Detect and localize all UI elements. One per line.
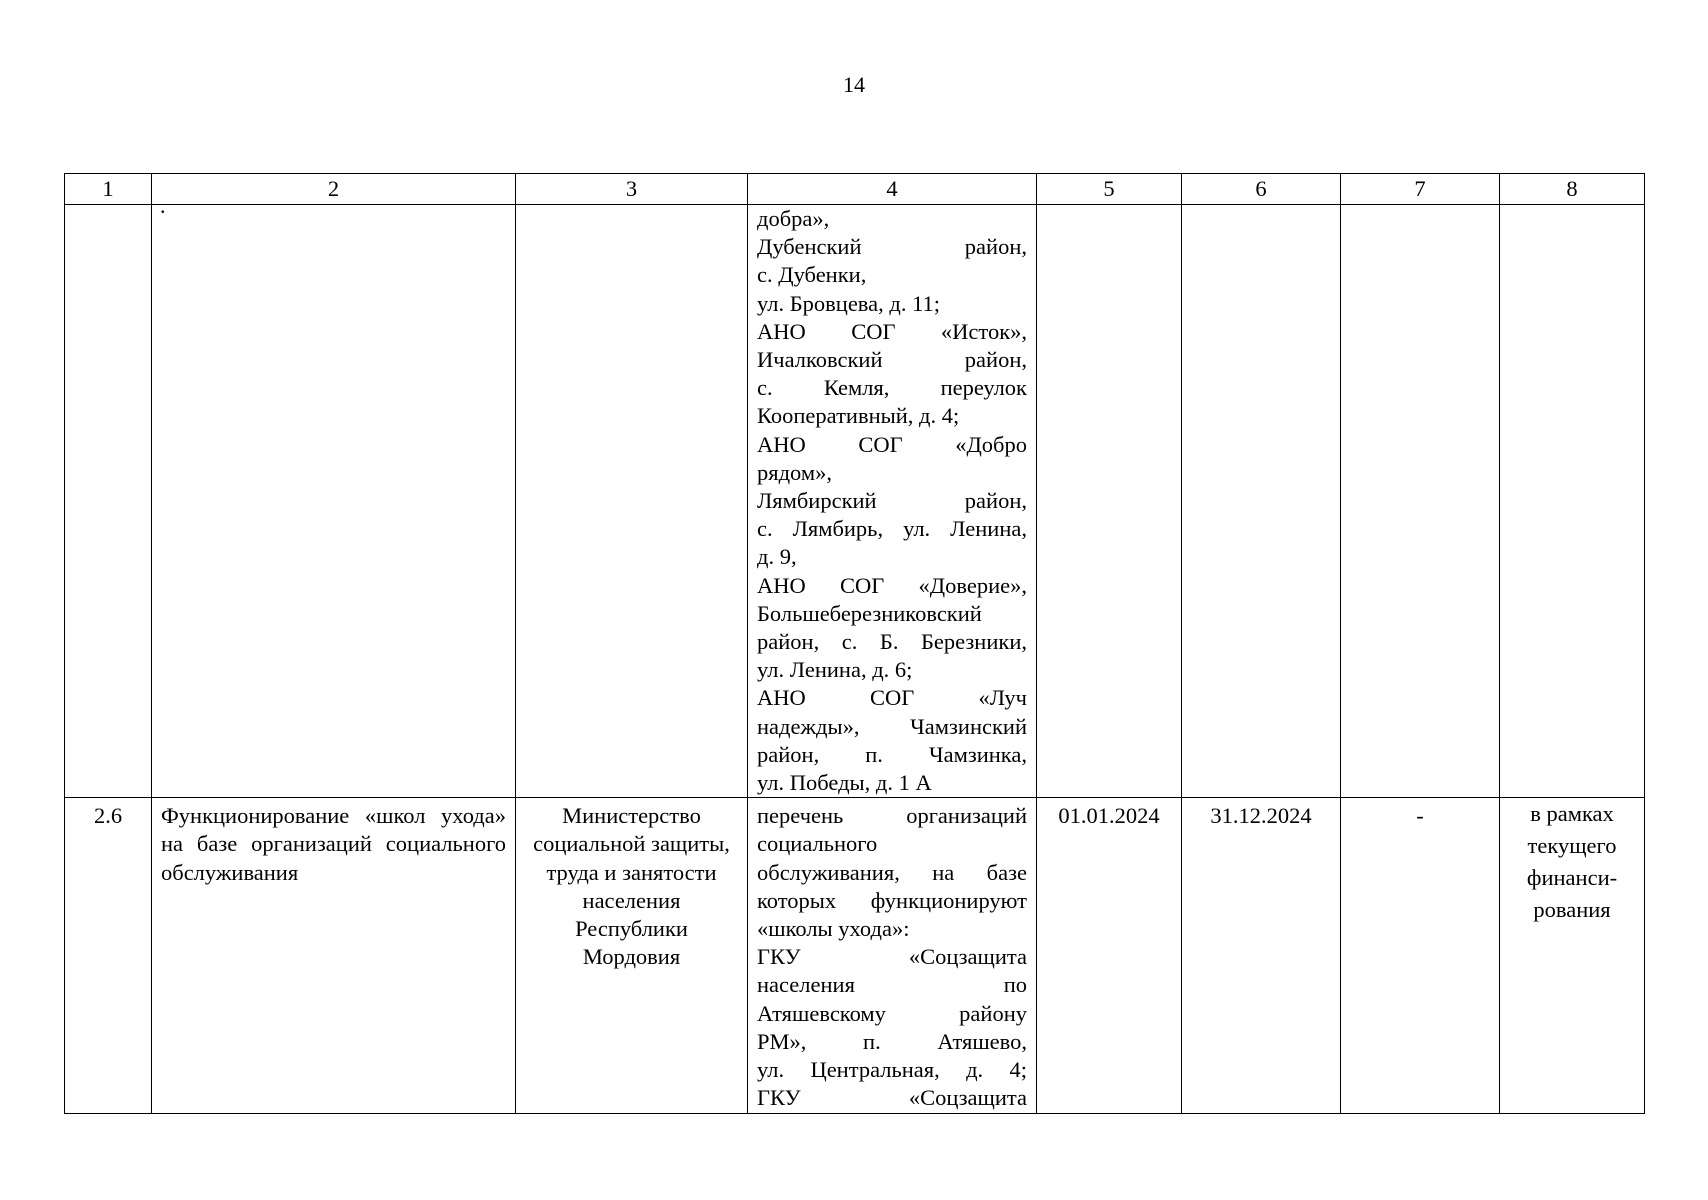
- row-end-date-cell: [1182, 798, 1341, 1113]
- row-name-cell: [152, 798, 516, 1113]
- row-col7-cell: [1341, 798, 1500, 1113]
- financing-source: в рамках текущего финанси-рования: [1526, 801, 1618, 923]
- row-number: 2.6: [93, 803, 123, 829]
- text-line: ул. Победы, д. 1 А: [757, 770, 932, 796]
- header-col-1: 1: [65, 174, 152, 205]
- header-col-7: 7: [1341, 174, 1500, 205]
- text-line: обслуживания, на базе: [757, 859, 1027, 885]
- header-col-6: 6: [1182, 174, 1341, 205]
- text-line: АНО СОГ «Добро: [757, 431, 1027, 457]
- measure-name: Функционирование «школ ухода» на базе организаций социального обслуживания: [161, 803, 506, 885]
- header-col-4: 4: [748, 174, 1037, 205]
- text-line: «школы ухода»:: [757, 916, 910, 942]
- row-number-cell: [65, 798, 152, 1113]
- text-line: АНО СОГ «Исток»,: [757, 318, 1027, 344]
- cont-cell-result: [748, 205, 1037, 798]
- text-line: АНО СОГ «Луч: [757, 685, 1027, 711]
- cont-result-text: [748, 205, 1036, 797]
- stray-mark: ·: [159, 199, 167, 224]
- text-line: АНО СОГ «Доверие»,: [757, 572, 1027, 598]
- text-line: надежды», Чамзинский: [757, 713, 1027, 739]
- cont-cell-number: [65, 205, 152, 798]
- start-date: 01.01.2024: [1058, 803, 1160, 829]
- header-col-5: 5: [1037, 174, 1182, 205]
- continuation-row: [65, 205, 1645, 798]
- col7-value: -: [1416, 803, 1424, 829]
- text-line: рядом»,: [757, 459, 832, 485]
- text-line: РМ», п. Атяшево,: [757, 1028, 1027, 1054]
- text-line: ГКУ «Соцзащита: [757, 1085, 1027, 1111]
- text-line: Атяшевскому району: [757, 1000, 1027, 1026]
- text-line: с. Лямбирь, ул. Ленина,: [757, 516, 1027, 542]
- row-start-date-cell: [1037, 798, 1182, 1113]
- cont-cell-col7: [1341, 205, 1500, 798]
- row-result-cell: [748, 798, 1037, 1113]
- text-line: Большеберезниковский: [757, 600, 982, 626]
- row-financing-cell: [1500, 798, 1645, 1113]
- text-line: ул. Бровцева, д. 11;: [757, 290, 940, 316]
- text-line: с. Кемля, переулок: [757, 375, 1027, 401]
- text-line: ул. Ленина, д. 6;: [757, 657, 913, 683]
- text-line: Лямбирский район,: [757, 488, 1027, 514]
- cont-cell-end: [1182, 205, 1341, 798]
- text-line: ул. Центральная, д. 4;: [757, 1057, 1027, 1083]
- cont-cell-name: [152, 199, 516, 798]
- header-col-2: 2: [152, 174, 516, 205]
- text-line: социального: [757, 831, 878, 857]
- text-line: которых функционируют: [757, 887, 1027, 913]
- cont-cell-responsible: [516, 205, 748, 798]
- text-line: перечень организаций: [757, 803, 1027, 829]
- table-row: [65, 798, 1645, 1113]
- plan-table: [64, 173, 1645, 1114]
- text-line: район, п. Чамзинка,: [757, 741, 1027, 767]
- text-line: с. Дубенки,: [757, 262, 867, 288]
- text-line: Дубенский район,: [757, 234, 1027, 260]
- text-line: населения по: [757, 972, 1027, 998]
- row-responsible-cell: [516, 798, 748, 1113]
- page-number: 14: [843, 72, 865, 97]
- text-line: добра»,: [757, 206, 830, 231]
- responsible-executor: Министерство социальной защиты, труда и занятости населения Республики Мордовия: [533, 803, 730, 970]
- header-col-3: 3: [516, 174, 748, 205]
- cont-cell-financing: [1500, 205, 1645, 798]
- header-row: [65, 174, 1645, 205]
- text-line: Ичалковский район,: [757, 347, 1027, 373]
- text-line: Кооперативный, д. 4;: [757, 403, 960, 429]
- cont-cell-start: [1037, 205, 1182, 798]
- text-line: ГКУ «Соцзащита: [757, 944, 1027, 970]
- text-line: д. 9,: [757, 544, 797, 570]
- text-line: район, с. Б. Березники,: [757, 629, 1027, 655]
- header-col-8: 8: [1500, 174, 1645, 205]
- end-date: 31.12.2024: [1210, 803, 1312, 829]
- result-text: [748, 798, 1036, 1112]
